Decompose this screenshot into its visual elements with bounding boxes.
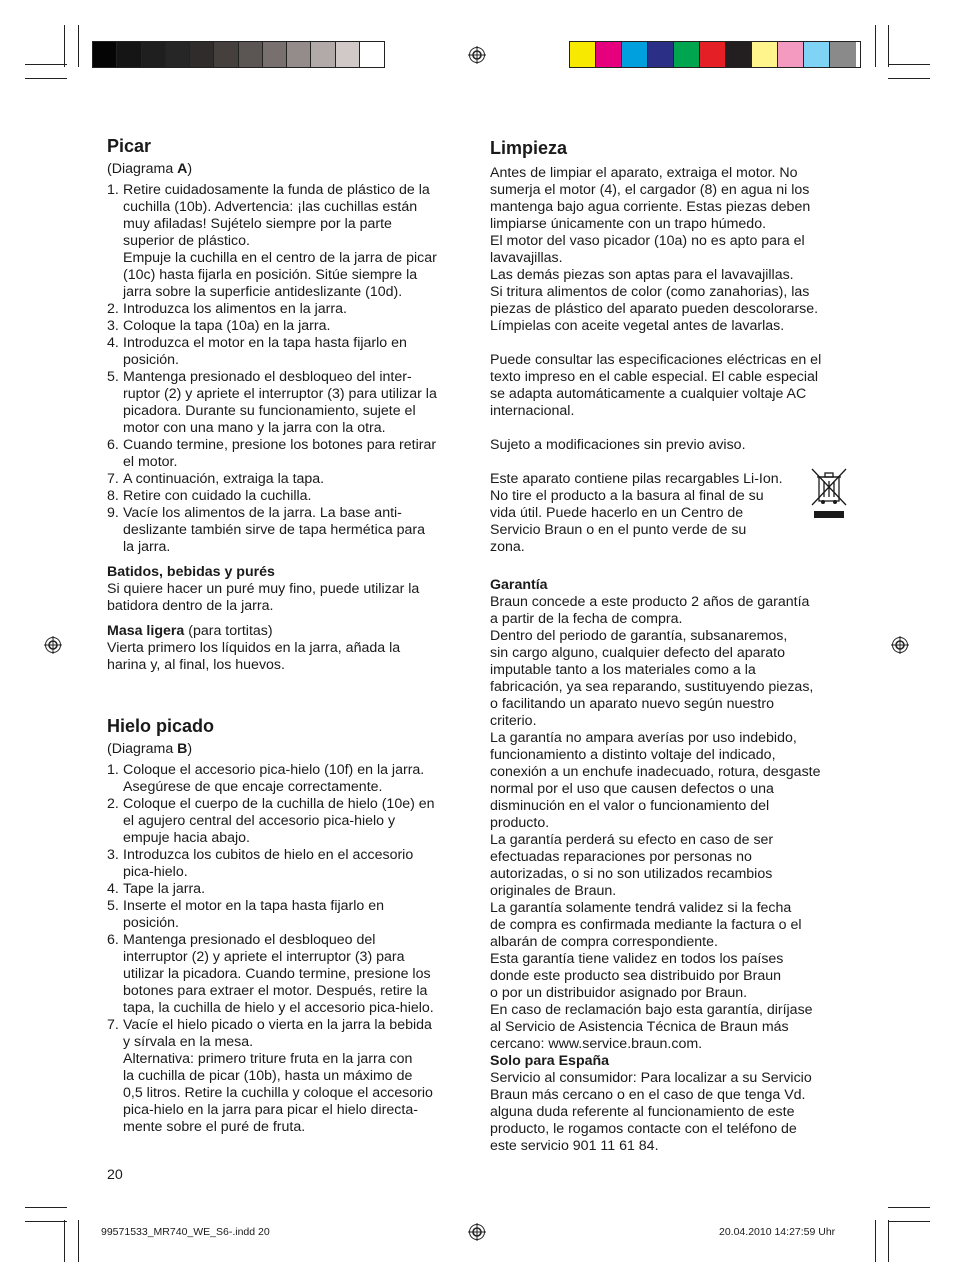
list-item-text xyxy=(123,369,462,437)
crop-mark xyxy=(25,78,67,79)
text-line: Sujeto a modificaciones sin previo aviso. xyxy=(490,437,746,453)
crop-mark xyxy=(875,25,876,67)
text-line: Braun más cercano o en el caso de que tenga Vd. xyxy=(490,1087,806,1103)
list-item-text xyxy=(123,796,462,847)
crop-mark xyxy=(25,64,67,65)
text-line: la cuchilla de picar (10b), hasta un máximo de xyxy=(123,1068,413,1084)
text-line: alguna duda referente al funcionamiento de este xyxy=(490,1104,795,1120)
text-line: sumerja el motor (4), el cargador (8) en agua ni los xyxy=(490,182,810,198)
text-line: originales de Braun. xyxy=(490,883,617,899)
list-item xyxy=(107,796,462,847)
subheading-batidos: Batidos, bebidas y purés xyxy=(107,564,275,580)
text-line: Cuando termine, presione los botones para retirar xyxy=(123,437,437,453)
list-item-text xyxy=(123,318,462,335)
limpieza-para-2 xyxy=(490,352,850,420)
text-line: Esta garantía tiene validez en todos los países xyxy=(490,951,784,967)
list-item-text xyxy=(123,182,462,301)
list-item xyxy=(107,847,462,881)
list-item-text xyxy=(123,898,462,932)
text-line: el motor. xyxy=(123,454,178,470)
list-item-text xyxy=(123,932,462,1017)
text-line: Introduzca los alimentos en la jarra. xyxy=(123,301,347,317)
list-item xyxy=(107,318,462,335)
text-line: picadora. Durante su funcionamiento, sujete el xyxy=(123,403,416,419)
list-item xyxy=(107,182,462,301)
list-item-number: 2. xyxy=(107,301,119,317)
crop-mark xyxy=(888,1221,930,1222)
text-line: de compra es confirmada mediante la factura o el xyxy=(490,917,802,933)
text-line: producto, le rogamos contacte con el teléfono de xyxy=(490,1121,797,1137)
text-line: disminución en el valor o funcionamiento del xyxy=(490,798,770,814)
text-line: harina y, al final, los huevos. xyxy=(107,657,285,673)
text-line: ruptor (2) y apriete el interruptor (3) para utilizar la xyxy=(123,386,437,402)
color-swatch xyxy=(166,42,190,67)
list-item-number: 3. xyxy=(107,318,119,334)
text-line: Servicio Braun o en el punto verde de su xyxy=(490,522,747,538)
list-item-text xyxy=(123,881,462,898)
text-line: Puede consultar las especificaciones eléctricas en el xyxy=(490,352,822,368)
text-line: imputable tanto a los materiales como a la xyxy=(490,662,756,678)
text-line: la jarra. xyxy=(123,539,171,555)
text-line: el agujero central del accesorio pica-hielo y xyxy=(123,813,396,829)
left-column xyxy=(107,135,462,1136)
text-line: Braun concede a este producto 2 años de garantía xyxy=(490,594,810,610)
text-line: pica-hielo. xyxy=(123,864,188,880)
list-item-number: 4. xyxy=(107,881,119,897)
list-item xyxy=(107,932,462,1017)
text-line: Retire cuidadosamente la funda de plástico de la xyxy=(123,182,430,198)
picar-steps xyxy=(107,182,462,556)
text-line: mente sobre el puré de fruta. xyxy=(123,1119,306,1135)
text-line: empuje hacia abajo. xyxy=(123,830,250,846)
crop-mark xyxy=(25,1221,67,1222)
color-swatch xyxy=(778,42,804,67)
text-line: superior de plástico. xyxy=(123,233,250,249)
text-line: Introduzca el motor en la tapa hasta fijarlo en xyxy=(123,335,407,351)
text-line: El motor del vaso picador (10a) no es apto para el xyxy=(490,233,805,249)
list-item-number: 8. xyxy=(107,488,119,504)
color-swatch xyxy=(336,42,360,67)
colorbar-process xyxy=(569,41,861,68)
text-line: Vierta primero los líquidos en la jarra, añada la xyxy=(107,640,401,656)
list-item xyxy=(107,881,462,898)
text-line: Antes de limpiar el aparato, extraiga el motor. No xyxy=(490,165,798,181)
footer-timestamp: 20.04.2010 14:27:59 Uhr xyxy=(719,1226,836,1238)
text-line: Servicio al consumidor: Para localizar a su Servicio xyxy=(490,1070,812,1086)
crop-mark xyxy=(25,1207,67,1208)
text-line: No tire el producto a la basura al final de su xyxy=(490,488,764,504)
text-line: Inserte el motor en la tapa hasta fijarlo en xyxy=(123,898,385,914)
list-item-text xyxy=(123,847,462,881)
list-item-text xyxy=(123,488,462,505)
text-line: Vacíe los alimentos de la jarra. La base anti- xyxy=(123,505,402,521)
text-line: Si tritura alimentos de color (como zanahorias), las xyxy=(490,284,810,300)
list-item xyxy=(107,762,462,796)
text-line: funcionamiento a distinto voltaje del indicado, xyxy=(490,747,776,763)
masa-text xyxy=(107,640,462,674)
battery-disposal-notice xyxy=(490,471,850,556)
crop-mark xyxy=(888,1220,889,1262)
color-swatch xyxy=(726,42,752,67)
color-swatch xyxy=(570,42,596,67)
color-swatch xyxy=(674,42,700,67)
text-line: Las demás piezas son aptas para el lavavajillas. xyxy=(490,267,794,283)
list-item-number: 1. xyxy=(107,762,119,778)
text-line: Retire con cuidado la cuchilla. xyxy=(123,488,312,504)
color-swatch xyxy=(700,42,726,67)
list-item-text xyxy=(123,301,462,318)
color-swatch xyxy=(263,42,287,67)
hielo-steps xyxy=(107,762,462,1136)
list-item-number: 3. xyxy=(107,847,119,863)
text-line: Introduzca los cubitos de hielo en el accesorio xyxy=(123,847,414,863)
limpieza-para-4 xyxy=(490,471,850,556)
list-item xyxy=(107,488,462,505)
page-number: 20 xyxy=(107,1167,123,1183)
text-line: cercano: www.service.braun.com. xyxy=(490,1036,703,1052)
text-line: donde este producto sea distribuido por Braun xyxy=(490,968,782,984)
color-swatch xyxy=(752,42,778,67)
batidos-text xyxy=(107,581,462,615)
text-line: efectuadas reparaciones por personas no xyxy=(490,849,752,865)
text-line: Si quiere hacer un puré muy fino, puede utilizar la xyxy=(107,581,420,597)
color-swatch xyxy=(804,42,830,67)
list-item-number: 5. xyxy=(107,898,119,914)
text-line: albarán de compra correspondiente. xyxy=(490,934,718,950)
list-item xyxy=(107,437,462,471)
list-item xyxy=(107,505,462,556)
color-swatch xyxy=(622,42,648,67)
list-item-number: 6. xyxy=(107,437,119,453)
text-line: La garantía no ampara averías por uso indebido, xyxy=(490,730,797,746)
text-line: (10c) hasta fijarla en posición. Sitúe siempre la xyxy=(123,267,418,283)
text-line: Coloque la tapa (10a) en la jarra. xyxy=(123,318,331,334)
list-item-number: 7. xyxy=(107,1017,119,1033)
list-item-text xyxy=(123,437,462,471)
list-item xyxy=(107,301,462,318)
list-item xyxy=(107,898,462,932)
text-line: Empuje la cuchilla en el centro de la jarra de picar xyxy=(123,250,437,266)
weee-crossed-bin-icon xyxy=(810,465,848,519)
crop-mark xyxy=(875,1220,876,1262)
registration-mark-icon xyxy=(891,636,909,654)
list-item-text xyxy=(123,471,462,488)
text-line: mantenga bajo agua corriente. Estas piezas deben xyxy=(490,199,811,215)
subheading-masa: Masa ligera (para tortitas) xyxy=(107,623,273,639)
list-item-text xyxy=(123,1017,462,1136)
text-line: limpiarse únicamente con un trapo húmedo. xyxy=(490,216,767,232)
text-line: muy afiladas! Sujételo siempre por la parte xyxy=(123,216,392,232)
text-line: En caso de reclamación bajo esta garantía, diríjase xyxy=(490,1002,813,1018)
diagram-reference: (Diagrama A) xyxy=(107,161,193,177)
text-line: criterio. xyxy=(490,713,537,729)
crop-mark xyxy=(64,1220,65,1262)
list-item-number: 9. xyxy=(107,505,119,521)
list-item-number: 6. xyxy=(107,932,119,948)
subheading-garantia: Garantía xyxy=(490,577,548,593)
text-line: conexión a un enchufe inadecuado, rotura, desgaste xyxy=(490,764,821,780)
text-line: A continuación, extraiga la tapa. xyxy=(123,471,325,487)
text-line: este servicio 901 11 61 84. xyxy=(490,1138,659,1154)
text-line: Tape la jarra. xyxy=(123,881,206,897)
color-swatch xyxy=(311,42,335,67)
text-line: posición. xyxy=(123,352,179,368)
crop-mark xyxy=(78,1220,79,1262)
text-line: sin cargo alguno, cualquier defecto del aparato xyxy=(490,645,785,661)
registration-mark-icon xyxy=(468,46,486,64)
text-line: 0,5 litros. Retire la cuchilla y coloque el accesorio xyxy=(123,1085,433,1101)
text-line: jarra sobre la superficie antideslizante (10d). xyxy=(123,284,403,300)
crop-mark xyxy=(64,25,65,67)
text-line: Límpielas con aceite vegetal antes de lavarlas. xyxy=(490,318,785,334)
text-line: Coloque el accesorio pica-hielo (10f) en la jarra. xyxy=(123,762,425,778)
text-line: motor con una mano y la jarra con la otra. xyxy=(123,420,386,436)
color-swatch xyxy=(190,42,214,67)
text-line: Mantenga presionado el desbloqueo del xyxy=(123,932,376,948)
crop-mark xyxy=(888,64,930,65)
list-item xyxy=(107,369,462,437)
diagram-reference: (Diagrama B) xyxy=(107,741,193,757)
color-swatch xyxy=(648,42,674,67)
text-line: piezas de plástico del aparato pueden descolorarse. xyxy=(490,301,819,317)
list-item-number: 7. xyxy=(107,471,119,487)
text-line: posición. xyxy=(123,915,179,931)
text-line: La garantía perderá su efecto en caso de ser xyxy=(490,832,774,848)
text-line: pica-hielo en la jarra para picar el hielo directa- xyxy=(123,1102,418,1118)
list-item-text xyxy=(123,505,462,556)
text-line: o por un distribuidor asignado por Braun. xyxy=(490,985,748,1001)
text-line: texto impreso en el cable especial. El cable especial xyxy=(490,369,819,385)
subheading-espana: Solo para España xyxy=(490,1053,610,1069)
text-line: La garantía solamente tendrá validez si la fecha xyxy=(490,900,792,916)
text-line: se adapta automáticamente a cualquier voltaje AC xyxy=(490,386,807,402)
footer-file-info: 99571533_MR740_WE_S6-.indd 20 xyxy=(101,1226,270,1238)
text-line: zona. xyxy=(490,539,525,555)
section-heading-limpieza: Limpieza xyxy=(490,138,568,158)
right-column xyxy=(490,137,850,1155)
registration-mark-icon xyxy=(468,1223,486,1241)
crop-mark xyxy=(888,78,930,79)
colorbar-grayscale xyxy=(92,41,385,68)
text-line: Dentro del periodo de garantía, subsanaremos, xyxy=(490,628,788,644)
crop-mark xyxy=(888,25,889,67)
color-swatch xyxy=(239,42,263,67)
color-swatch xyxy=(142,42,166,67)
list-item xyxy=(107,471,462,488)
text-line: lavavajillas. xyxy=(490,250,563,266)
text-line: Este aparato contiene pilas recargables Li-Ion. xyxy=(490,471,783,487)
crop-mark xyxy=(888,1207,930,1208)
text-line: batidora dentro de la jarra. xyxy=(107,598,274,614)
text-line: Mantenga presionado el desbloqueo del inter- xyxy=(123,369,412,385)
color-swatch xyxy=(360,42,384,67)
list-item-text xyxy=(123,762,462,796)
list-item-number: 5. xyxy=(107,369,119,385)
text-line: al Servicio de Asistencia Técnica de Braun más xyxy=(490,1019,789,1035)
registration-mark-icon xyxy=(44,636,62,654)
text-line: producto. xyxy=(490,815,550,831)
section-heading-hielo: Hielo picado xyxy=(107,716,215,736)
text-line: vida útil. Puede hacerlo en un Centro de xyxy=(490,505,744,521)
text-line: internacional. xyxy=(490,403,575,419)
text-line: normal por el uso que causen defectos o una xyxy=(490,781,774,797)
list-item-number: 1. xyxy=(107,182,119,198)
garantia-text xyxy=(490,594,850,1053)
text-line: botones para extraer el motor. Después, retire la xyxy=(123,983,428,999)
limpieza-para-3 xyxy=(490,437,850,454)
list-item-text xyxy=(123,335,462,369)
color-swatch xyxy=(830,42,856,67)
color-swatch xyxy=(93,42,117,67)
text-line: deslizante también sirve de tapa hermética para xyxy=(123,522,426,538)
text-line: fabricación, ya sea reparando, sustituyendo piezas, xyxy=(490,679,814,695)
color-swatch xyxy=(214,42,238,67)
text-line: a partir de la fecha de compra. xyxy=(490,611,683,627)
list-item-number: 4. xyxy=(107,335,119,351)
section-heading-picar: Picar xyxy=(107,136,152,156)
text-line: o facilitando un aparato nuevo según nuestro xyxy=(490,696,774,712)
color-swatch xyxy=(117,42,141,67)
crop-mark xyxy=(78,25,79,67)
color-swatch xyxy=(287,42,311,67)
text-line: Alternativa: primero triture fruta en la jarra con xyxy=(123,1051,413,1067)
list-item-number: 2. xyxy=(107,796,119,812)
text-line: tapa, la cuchilla de hielo y el accesorio pica-hielo. xyxy=(123,1000,434,1016)
text-line: Coloque el cuerpo de la cuchilla de hielo (10e) en xyxy=(123,796,435,812)
limpieza-para-1 xyxy=(490,165,850,335)
text-line: autorizadas, o si no son utilizados recambios xyxy=(490,866,773,882)
text-line: interruptor (2) y apriete el interruptor (3) para xyxy=(123,949,405,965)
espana-text xyxy=(490,1070,850,1155)
list-item xyxy=(107,1017,462,1136)
text-line: Vacíe el hielo picado o vierta en la jarra la bebida xyxy=(123,1017,432,1033)
text-line: cuchilla (10b). Advertencia: ¡las cuchillas están xyxy=(123,199,418,215)
list-item xyxy=(107,335,462,369)
text-line: Asegúrese de que encaje correctamente. xyxy=(123,779,383,795)
text-line: y sírvala en la mesa. xyxy=(123,1034,254,1050)
text-line: utilizar la picadora. Cuando termine, presione los xyxy=(123,966,431,982)
color-swatch xyxy=(596,42,622,67)
